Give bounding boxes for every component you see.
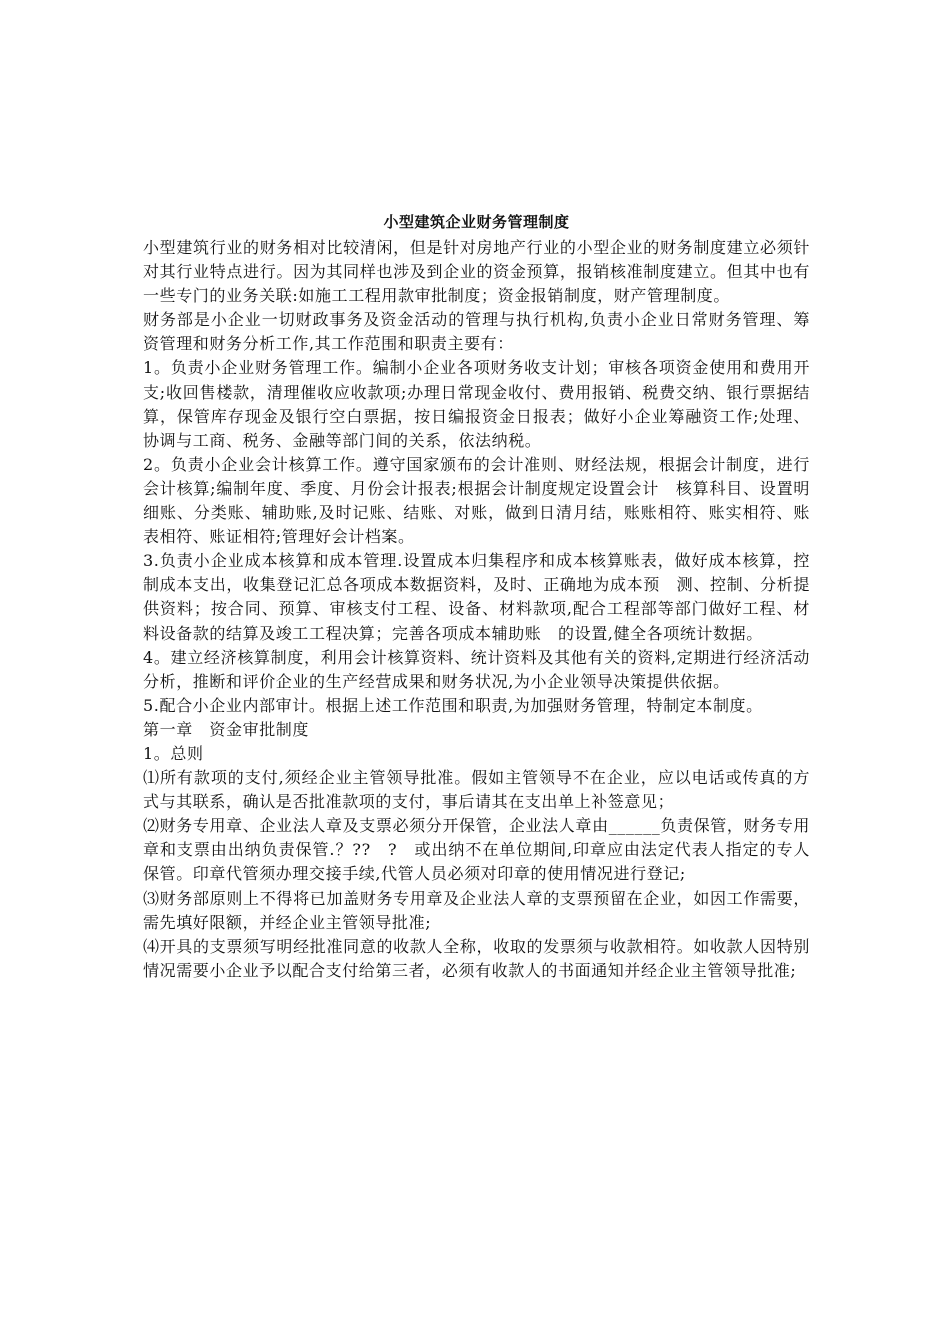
document-title: 小型建筑企业财务管理制度 [383, 213, 570, 231]
document-page [143, 210, 810, 983]
duty-item-1: 1。负责小企业财务管理工作。编制小企业各项财务收支计划；审核各项资金使用和费用开支;收回售楼款，清理催收应收款项;办理日常现金收付、费用报销、税费交纳、银行票据结算，保管库存现金及银行空白票据，按日编报资金日报表；做好小企业筹融资工作;处理、协调与工商、税务、金融等部门间的关系，依法纳税。 [143, 358, 810, 450]
duty-item-4: 4。建立经济核算制度，利用会计核算资料、统计资料及其他有关的资料,定期进行经济活动分析，推断和评价企业的生产经营成果和财务状况,为小企业领导决策提供依据。 [143, 647, 810, 691]
rule-item-3: ⑶财务部原则上不得将已加盖财务专用章及企业法人章的支票预留在企业，如因工作需要，需先填好限额，并经企业主管领导批准; [143, 888, 810, 932]
rule-item-2: ⑵财务专用章、企业法人章及支票必须分开保管，企业法人章由______负责保管，财务专用章和支票由出纳负责保管.？?? ? 或出纳不在单位期间,印章应由法定代表人指定的专人保管。印章代管须办理交接手续,代管人员必须对印章的使用情况进行登记; [143, 816, 810, 884]
rule-item-4: ⑷开具的支票须写明经批准同意的收款人全称，收取的发票须与收款相符。如收款人因特别情况需要小企业予以配合支付给第三者，必须有收款人的书面通知并经企业主管领导批准; [143, 936, 810, 980]
duty-item-5: 5.配合小企业内部审计。根据上述工作范围和职责,为加强财务管理，特制定本制度。 [143, 695, 763, 715]
section-heading: 1。总则 [143, 743, 204, 763]
department-paragraph: 财务部是小企业一切财政事务及资金活动的管理与执行机构,负责小企业日常财务管理、筹资管理和财务分析工作,其工作范围和职责主要有： [143, 310, 810, 354]
rule-item-1: ⑴所有款项的支付,须经企业主管领导批准。假如主管领导不在企业，应以电话或传真的方式与其联系，确认是否批准款项的支付，事后请其在支出单上补签意见； [143, 768, 810, 812]
intro-paragraph: 小型建筑行业的财务相对比较清闲，但是针对房地产行业的小型企业的财务制度建立必须针对其行业特点进行。因为其同样也涉及到企业的资金预算，报销核准制度建立。但其中也有一些专门的业务关联:如施工工程用款审批制度；资金报销制度，财产管理制度。 [143, 238, 810, 306]
duty-item-3: 3.负责小企业成本核算和成本管理.设置成本归集程序和成本核算账表，做好成本核算，控制成本支出，收集登记汇总各项成本数据资料，及时、正确地为成本预 测、控制、分析提供资料；按合同、预算、审核支付工程、设备、材料款项,配合工程部等部门做好工程、材料设备款的结算及竣工工程决算；完善各项成本辅助账 的设置,健全各项统计数据。 [143, 551, 810, 643]
chapter-heading: 第一章 资金审批制度 [143, 719, 310, 739]
duty-item-2: 2。负责小企业会计核算工作。遵守国家颁布的会计准则、财经法规，根据会计制度，进行会计核算;编制年度、季度、月份会计报表;根据会计制度规定设置会计 核算科目、设置明细账、分类账、辅助账,及时记账、结账、对账，做到日清月结，账账相符、账实相符、账表相符、账证相符;管理好会计档案。 [143, 454, 810, 547]
